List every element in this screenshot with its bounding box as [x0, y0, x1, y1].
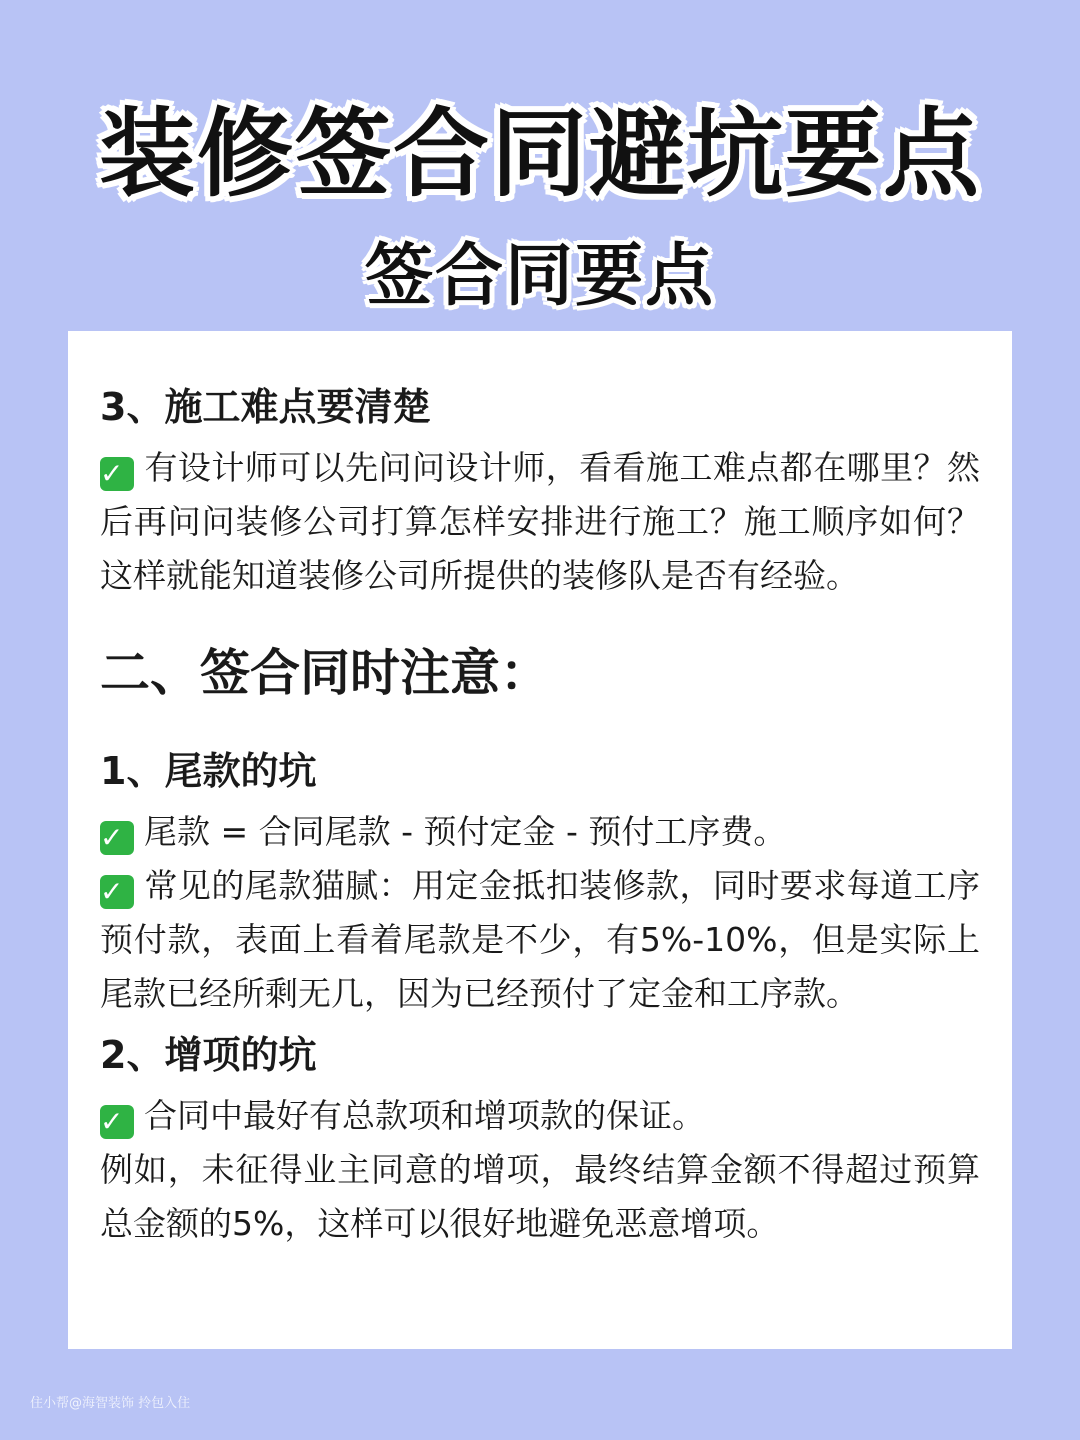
item-1-text-1: 尾款 = 合同尾款 - 预付定金 - 预付工序费。 — [144, 812, 787, 851]
section-3-title: 3、施工难点要清楚 — [100, 385, 431, 429]
check-mark-icon: ✓ — [100, 875, 134, 909]
check-mark-icon: ✓ — [100, 457, 134, 491]
section-3-paragraph — [100, 441, 980, 603]
section-3-text: 有设计师可以先问问设计师，看看施工难点都在哪里？然后再问问装修公司打算怎样安排进行施工？施工顺序如何？这样就能知道装修公司所提供的装修队是否有经验。 — [100, 448, 980, 595]
item-1-paragraph-1 — [100, 805, 980, 859]
item-2-title: 2、增项的坑 — [100, 1033, 317, 1077]
check-mark-icon: ✓ — [100, 1105, 134, 1139]
item-1-title: 1、尾款的坑 — [100, 749, 317, 793]
content-body — [100, 379, 980, 1251]
page-title: 装修签合同避坑要点 — [99, 98, 981, 210]
item-2-paragraph-1 — [100, 1089, 980, 1143]
item-2-text-1: 合同中最好有总款项和增项款的保证。 — [144, 1096, 705, 1135]
item-2-paragraph-2: 例如，未征得业主同意的增项，最终结算金额不得超过预算总金额的5%，这样可以很好地避免恶意增项。 — [100, 1150, 980, 1243]
page-subtitle: 签合同要点 — [364, 237, 715, 316]
part-2-heading: 二、签合同时注意： — [100, 644, 550, 702]
item-1-paragraph-2 — [100, 859, 980, 1021]
item-1-text-2: 常见的尾款猫腻：用定金抵扣装修款，同时要求每道工序预付款，表面上看着尾款是不少，有5%-10%，但是实际上尾款已经所剩无几，因为已经预付了定金和工序款。 — [100, 866, 980, 1013]
content-card — [68, 331, 1012, 1349]
watermark: 住小帮@海智装饰 拎包入住 — [30, 1396, 191, 1411]
check-mark-icon: ✓ — [100, 821, 134, 855]
